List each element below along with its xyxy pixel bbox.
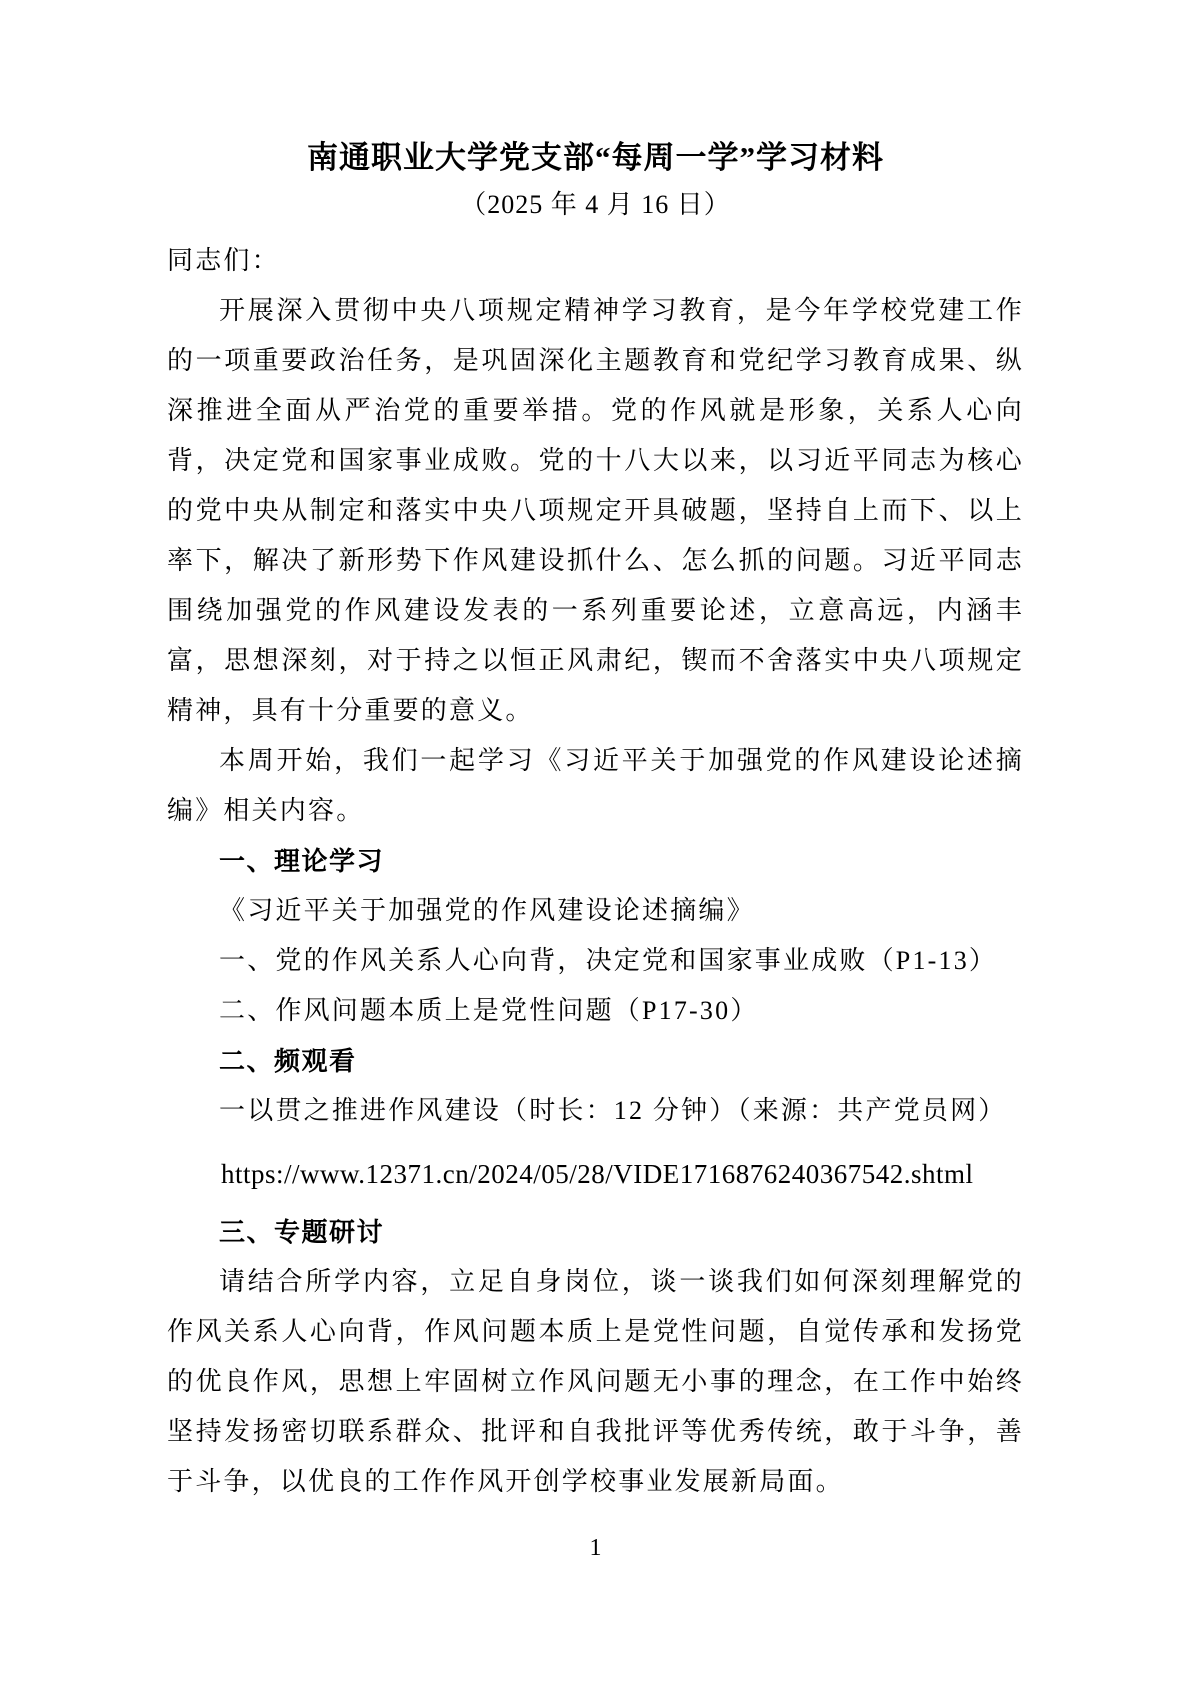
document-body — [167, 236, 1024, 1507]
document-title: 南通职业大学党支部“每周一学”学习材料 — [307, 140, 884, 175]
intro-paragraph-2: 本周开始，我们一起学习《习近平关于加强党的作风建设论述摘编》相关内容。 — [167, 746, 1024, 825]
section-video-watch-heading: 二、频观看 — [219, 1046, 357, 1076]
video-title-line: 一以贯之推进作风建设（时长：12 分钟）（来源：共产党员网） — [219, 1096, 1007, 1125]
page-number: 1 — [589, 1535, 602, 1561]
document-date: （2025 年 4 月 16 日） — [460, 190, 731, 219]
theory-book-title: 《习近平关于加强党的作风建设论述摘编》 — [219, 896, 755, 925]
salutation: 同志们： — [167, 246, 280, 275]
intro-paragraph-1: 开展深入贯彻中央八项规定精神学习教育，是今年学校党建工作的一项重要政治任务，是巩固深化主题教育和党纪学习教育成果、纵深推进全面从严治党的重要举措。党的作风就是形象，关系人心向背，决定党和国家事业成败。党的十八大以来，以习近平同志为核心的党中央从制定和落实中央八项规定开具破题，坚持自上而下、以上率下，解决了新形势下作风建设抓什么、怎么抓的问题。习近平同志围绕加强党的作风建设发表的一系列重要论述，立意高远，内涵丰富，思想深刻，对于持之以恒正风肃纪，锲而不舍落实中央八项规定精神，具有十分重要的意义。 — [167, 296, 1024, 725]
video-url-link[interactable]: https://www.12371.cn/2024/05/28/VIDE1716876240367542.shtml — [221, 1159, 974, 1189]
discussion-paragraph: 请结合所学内容，立足自身岗位，谈一谈我们如何深刻理解党的作风关系人心向背，作风问题本质上是党性问题，自觉传承和发扬党的优良作风，思想上牢固树立作风问题无小事的理念，在工作中始终坚持发扬密切联系群众、批评和自我批评等优秀传统，敢于斗争，善于斗争，以优良的工作作风开创学校事业发展新局面。 — [167, 1267, 1024, 1496]
theory-item-1: 一、党的作风关系人心向背，决定党和国家事业成败（P1-13） — [219, 946, 998, 975]
section-discussion-heading: 三、专题研讨 — [219, 1217, 385, 1247]
theory-item-2: 二、作风问题本质上是党性问题（P17-30） — [219, 996, 759, 1025]
section-theory-study-heading: 一、理论学习 — [219, 846, 385, 876]
